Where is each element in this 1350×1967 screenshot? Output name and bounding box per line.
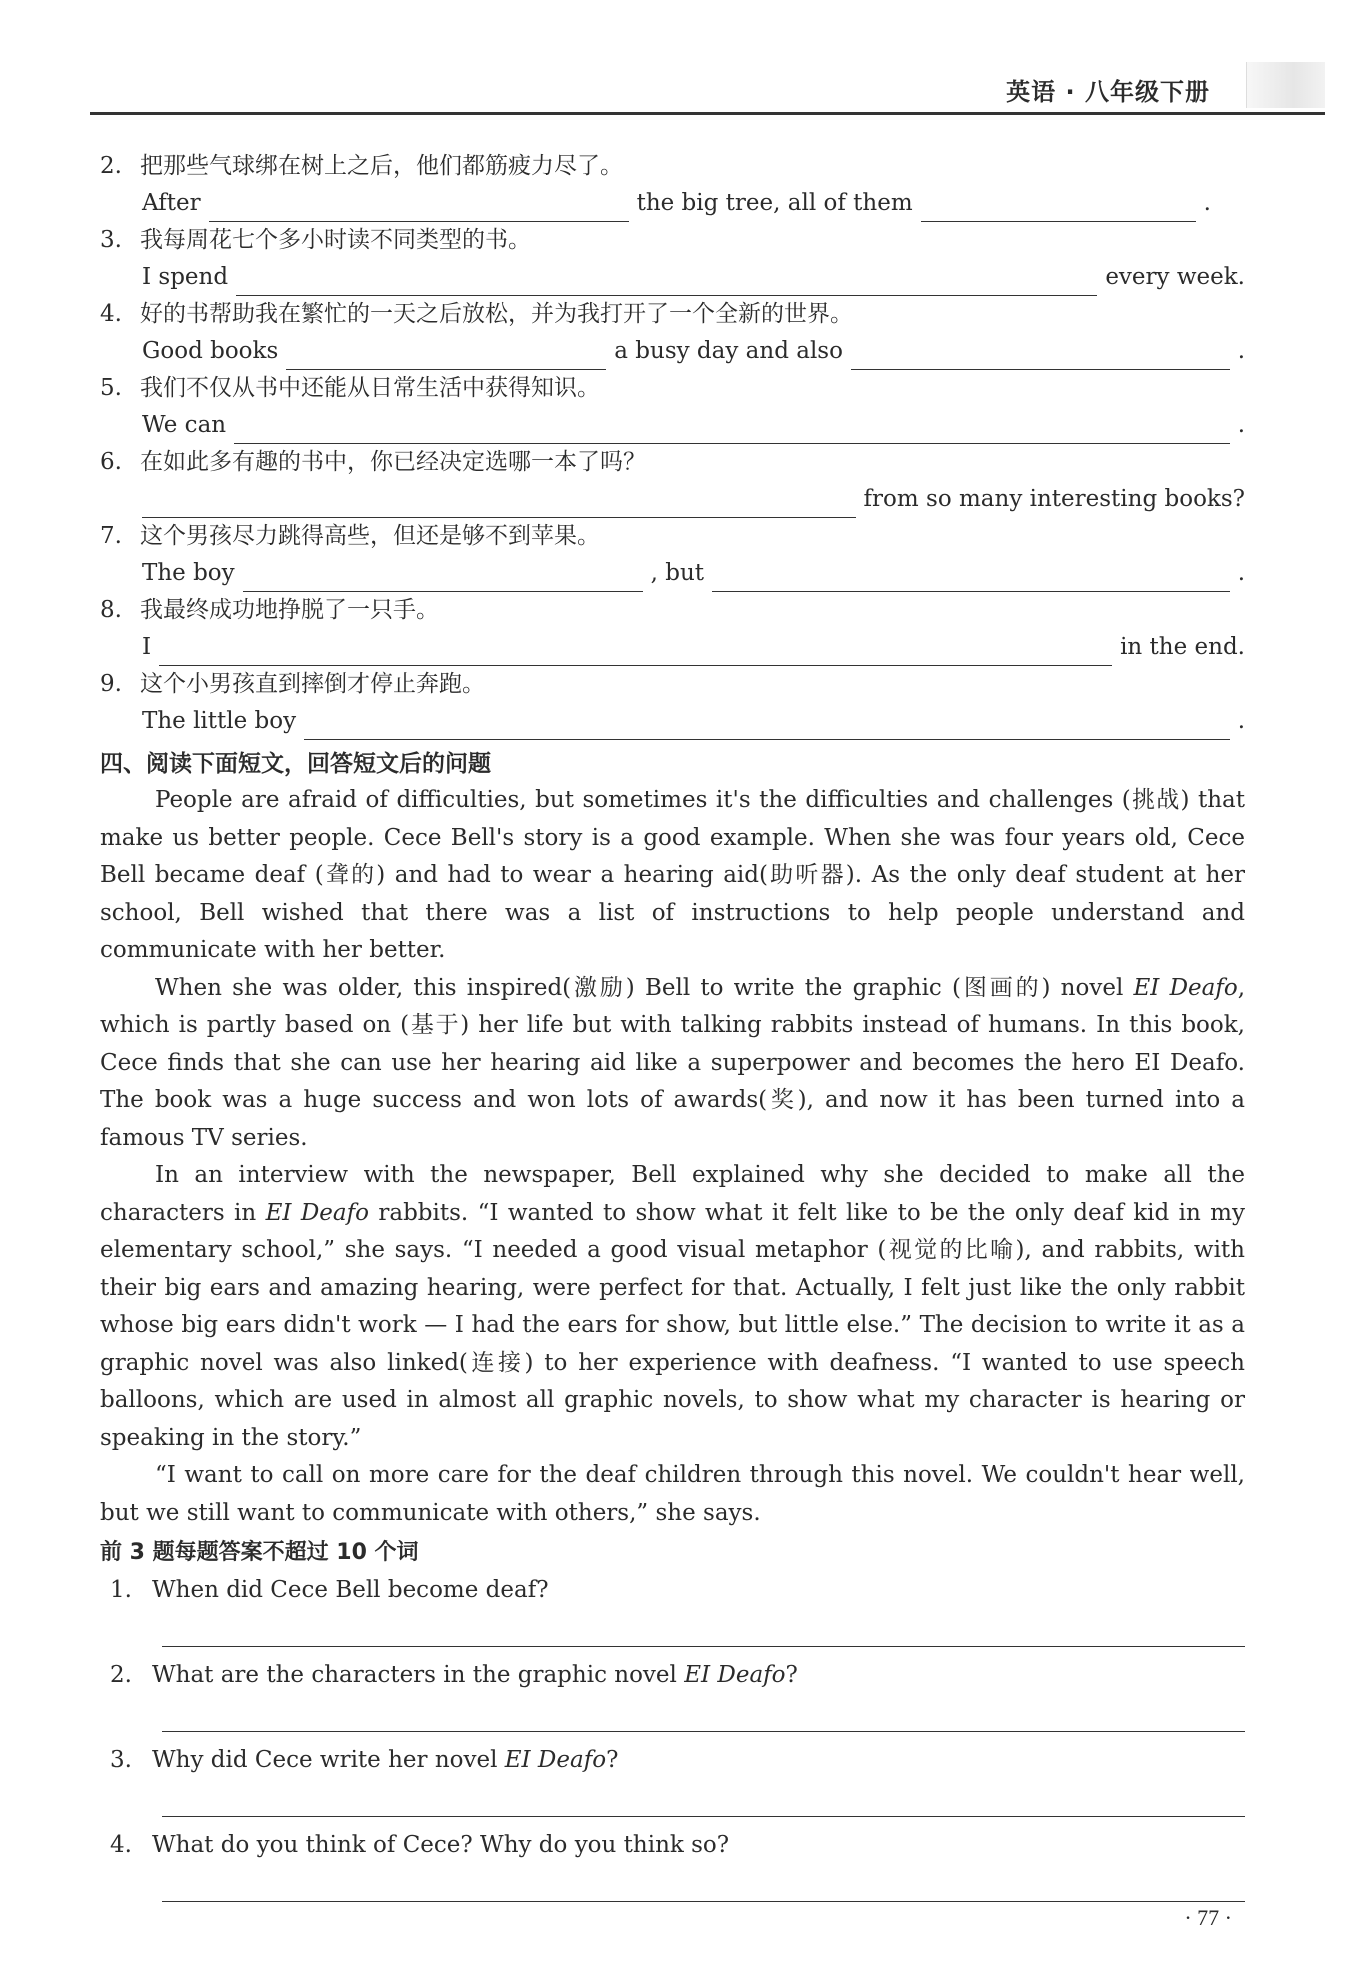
- answer-line[interactable]: [162, 1608, 1245, 1647]
- prompt-text: the big tree, all of them: [636, 190, 913, 216]
- answer-blank[interactable]: [142, 491, 856, 518]
- chinese-sentence: 我每周花七个多小时读不同类型的书。: [140, 227, 531, 253]
- question-item: [110, 1827, 1245, 1902]
- prompt-text: .: [1237, 338, 1245, 364]
- translation-item: [100, 296, 1245, 370]
- answer-blank[interactable]: [234, 417, 1230, 444]
- prompt-text: , but: [650, 560, 705, 586]
- chinese-sentence: 这个男孩尽力跳得高些，但还是够不到苹果。: [140, 523, 600, 549]
- item-number: 9.: [100, 671, 122, 697]
- answer-blank[interactable]: [851, 343, 1230, 370]
- chinese-sentence: 把那些气球绑在树上之后，他们都筋疲力尽了。: [140, 153, 623, 179]
- question-item: [110, 1657, 1245, 1732]
- translation-item: [100, 444, 1245, 518]
- question-text: What do you think of Cece? Why do you think so?: [152, 1832, 730, 1858]
- chinese-sentence: 这个小男孩直到摔倒才停止奔跑。: [140, 671, 485, 697]
- answer-line[interactable]: [162, 1693, 1245, 1732]
- prompt-text: We can: [142, 412, 227, 438]
- translation-item: [100, 222, 1245, 296]
- question-number: 3.: [110, 1747, 132, 1773]
- item-number: 5.: [100, 375, 122, 401]
- prompt-text: .: [1237, 708, 1245, 734]
- translation-item: [100, 518, 1245, 592]
- chinese-sentence: 我最终成功地挣脱了一只手。: [140, 597, 439, 623]
- page-content: [100, 148, 1245, 1902]
- answer-blank[interactable]: [712, 565, 1230, 592]
- translation-item: [100, 592, 1245, 666]
- header-decoration: [1246, 62, 1325, 108]
- book-title: EI Deafo: [504, 1747, 607, 1773]
- prompt-text: After: [142, 190, 201, 216]
- translation-item: [100, 666, 1245, 740]
- answer-line[interactable]: [162, 1863, 1245, 1902]
- answer-blank[interactable]: [209, 195, 629, 222]
- prompt-text: .: [1237, 412, 1245, 438]
- question-text: Why did Cece write her novel EI Deafo?: [152, 1747, 619, 1773]
- question-item: [110, 1742, 1245, 1817]
- prompt-text: every week.: [1105, 264, 1245, 290]
- answer-blank[interactable]: [236, 269, 1097, 296]
- chinese-sentence: 我们不仅从书中还能从日常生活中获得知识。: [140, 375, 600, 401]
- passage-paragraph: “I want to call on more care for the deaf children through this novel. We couldn't hear well, but we still want to communicate with others,” she says.: [100, 1462, 1245, 1526]
- reading-questions: [100, 1572, 1245, 1902]
- book-title: EI Deafo: [684, 1662, 786, 1688]
- prompt-text: from so many interesting books?: [863, 486, 1245, 512]
- answer-blank[interactable]: [243, 565, 643, 592]
- reading-passage: [100, 782, 1245, 1532]
- chinese-sentence: 好的书帮助我在繁忙的一天之后放松，并为我打开了一个全新的世界。: [140, 301, 853, 327]
- passage-paragraph: When she was older, this inspired(激励) Bell to write the graphic (图画的) novel EI Deafo, which is partly based on (基于) her life but with talking rabbits instead of humans. In this book, Cece finds that she can use her hearing aid like a superpower and becomes the hero EI Deafo. The book was a huge success and won lots of awards(奖), and now it has been turned into a famous TV series.: [100, 974, 1246, 1151]
- item-number: 3.: [100, 227, 122, 253]
- prompt-text: The little boy: [142, 708, 297, 734]
- answer-line[interactable]: [162, 1778, 1245, 1817]
- question-text: When did Cece Bell become deaf?: [152, 1577, 549, 1603]
- book-title: EI Deafo: [1133, 974, 1238, 1001]
- prompt-text: Good books: [142, 338, 279, 364]
- passage-paragraph: People are afraid of difficulties, but sometimes it's the difficulties and challenges (挑战) that make us better people. Cece Bell's story is a good example. When she was four years old, Cece Bell became deaf (聋的) and had to wear a hearing aid(助听器). As the only deaf student at her school, Bell wished that there was a list of instructions to help people understand and communicate with her better.: [100, 787, 1245, 963]
- answer-blank[interactable]: [304, 713, 1230, 740]
- passage-paragraph: In an interview with the newspaper, Bell explained why she decided to make all the characters in EI Deafo rabbits. “I wanted to show what it felt like to be the only deaf kid in my elementary school,” she says. “I needed a good visual metaphor (视觉的比喻), and rabbits, with their big ears and amazing hearing, were perfect for that. Actually, I felt just like the only rabbit whose big ears didn't work — I had the ears for show, but little else.” The decision to write it as a graphic novel was also linked(连接) to her experience with deafness. “I wanted to use speech balloons, which are used in almost all graphic novels, to show what my character is hearing or speaking in the story.”: [100, 1162, 1245, 1451]
- item-number: 7.: [100, 523, 122, 549]
- header-title: 英语 · 八年级下册: [1006, 78, 1210, 106]
- prompt-text: I spend: [142, 264, 229, 290]
- prompt-text: .: [1237, 560, 1245, 586]
- questions-instruction: 前 3 题每题答案不超过 10 个词: [100, 1540, 419, 1565]
- item-number: 6.: [100, 449, 122, 475]
- prompt-text: a busy day and also: [614, 338, 843, 364]
- chinese-sentence: 在如此多有趣的书中，你已经决定选哪一本了吗？: [140, 449, 646, 475]
- item-number: 8.: [100, 597, 122, 623]
- question-number: 1.: [110, 1577, 132, 1603]
- question-text: What are the characters in the graphic novel EI Deafo?: [152, 1662, 798, 1688]
- question-number: 4.: [110, 1832, 132, 1858]
- answer-blank[interactable]: [286, 343, 606, 370]
- item-number: 4.: [100, 301, 122, 327]
- answer-blank[interactable]: [921, 195, 1196, 222]
- section-title: 四、阅读下面短文，回答短文后的问题: [100, 751, 491, 777]
- translation-item: [100, 148, 1245, 222]
- book-title: EI Deafo: [265, 1199, 369, 1226]
- prompt-text: .: [1203, 190, 1211, 216]
- question-number: 2.: [110, 1662, 132, 1688]
- page-header: [90, 60, 1325, 115]
- prompt-text: The boy: [142, 560, 235, 586]
- question-item: [110, 1572, 1245, 1647]
- prompt-text: I: [142, 634, 152, 660]
- page-number: · 77 ·: [1184, 1905, 1232, 1930]
- answer-blank[interactable]: [159, 639, 1112, 666]
- item-number: 2.: [100, 153, 122, 179]
- prompt-text: in the end.: [1120, 634, 1245, 660]
- translation-item: [100, 370, 1245, 444]
